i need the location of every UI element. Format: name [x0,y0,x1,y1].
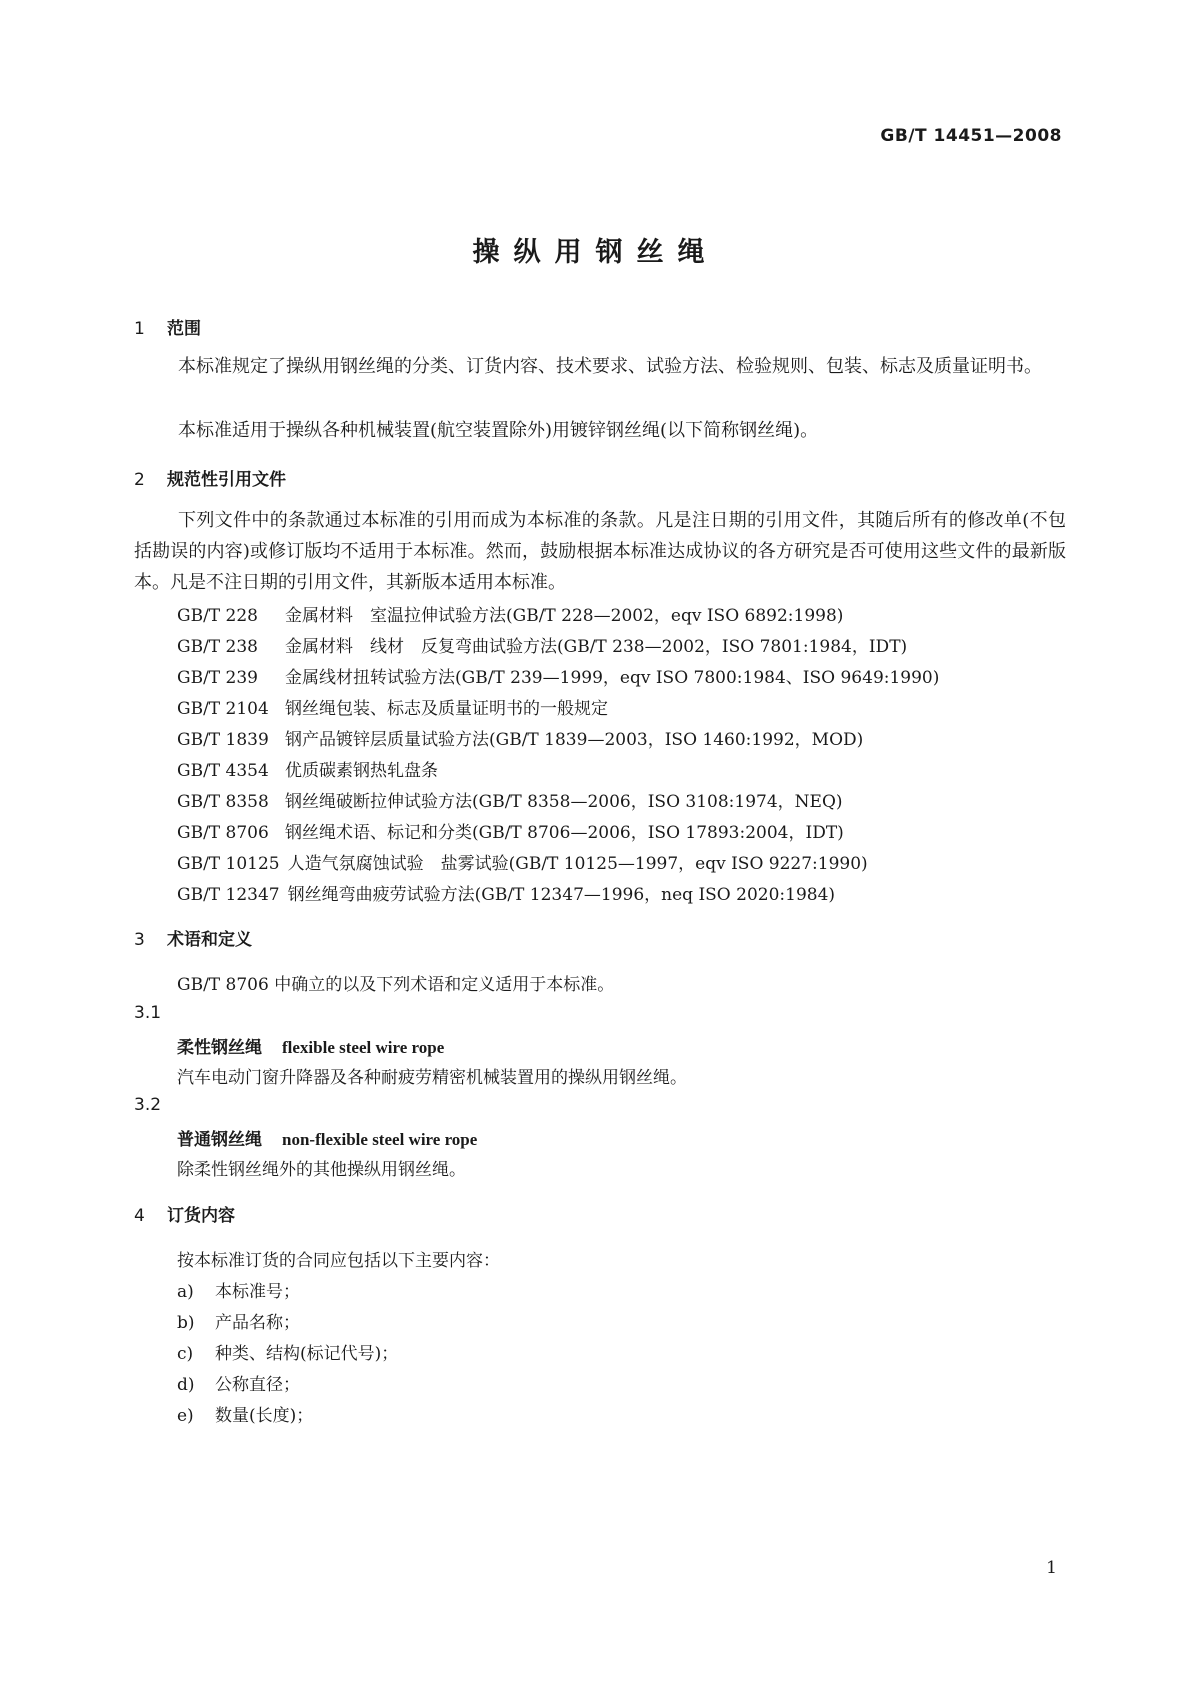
reference-item: GB/T 10125 人造气氛腐蚀试验 盐雾试验(GB/T 10125—1997，eqv ISO 9227:1990) [177,854,868,874]
term-title: 普通钢丝绳 non-flexible steel wire rope [177,1130,478,1150]
scope-paragraph-1: 本标准规定了操纵用钢丝绳的分类、订货内容、技术要求、试验方法、检验规则、包装、标志及质量证明书。 [178,356,1042,377]
term-number: 3.2 [134,1095,162,1115]
reference-item: GB/T 8358 钢丝绳破断拉伸试验方法(GB/T 8358—2006，ISO 3108:1974，NEQ) [177,792,843,812]
reference-item: GB/T 4354 优质碳素钢热轧盘条 [177,761,438,781]
document-title: 操纵用钢丝绳 [472,237,719,268]
reference-item: GB/T 8706 钢丝绳术语、标记和分类(GB/T 8706—2006，ISO 17893:2004，IDT) [177,823,844,843]
section-number: 2 [134,470,145,490]
section-4-heading [134,1201,235,1226]
scope-paragraph-2: 本标准适用于操纵各种机械装置(航空装置除外)用镀锌钢丝绳(以下简称钢丝绳)。 [178,420,819,441]
term-definition: 汽车电动门窗升降器及各种耐疲劳精密机械装置用的操纵用钢丝绳。 [177,1068,687,1088]
term-number: 3.1 [134,1003,162,1023]
reference-item: GB/T 2104 钢丝绳包装、标志及质量证明书的一般规定 [177,699,608,719]
page-number: 1 [1046,1558,1057,1578]
reference-item: GB/T 1839 钢产品镀锌层质量试验方法(GB/T 1839—2003，ISO 1460:1992，MOD) [177,730,864,750]
section-1-heading [134,314,201,339]
list-item: b) 产品名称； [177,1313,300,1333]
list-item: c) 种类、结构(标记代号)； [177,1344,399,1364]
reference-item: GB/T 12347 钢丝绳弯曲疲劳试验方法(GB/T 12347—1996，neq ISO 2020:1984) [177,885,836,905]
section-number: 3 [134,930,145,950]
section-number: 1 [134,319,145,339]
section-title: 订货内容 [167,1206,235,1226]
section-title: 规范性引用文件 [167,470,286,490]
section-2-heading [134,465,286,490]
references-intro: 下列文件中的条款通过本标准的引用而成为本标准的条款。凡是注日期的引用文件，其随后所有的修改单(不包括勘误的内容)或修订版均不适用于本标准。然而，鼓励根据本标准达成协议的各方研究是否可使用这些文件的最新版本。凡是不注日期的引用文件，其新版本适用本标准。 [134,510,1066,593]
list-item: d) 公称直径； [177,1375,300,1395]
section-3-heading [134,925,252,950]
terms-intro: GB/T 8706 中确立的以及下列术语和定义适用于本标准。 [177,975,615,995]
term-title: 柔性钢丝绳 flexible steel wire rope [177,1038,445,1058]
list-item: a) 本标准号； [177,1282,300,1302]
reference-item: GB/T 238 金属材料 线材 反复弯曲试验方法(GB/T 238—2002，ISO 7801:1984，IDT) [177,637,908,657]
section-title: 范围 [167,319,201,339]
section-title: 术语和定义 [167,930,252,950]
list-item: e) 数量(长度)； [177,1406,314,1426]
section-number: 4 [134,1206,145,1226]
reference-item: GB/T 239 金属线材扭转试验方法(GB/T 239—1999，eqv ISO 7800:1984、ISO 9649:1990) [177,668,940,688]
order-intro: 按本标准订货的合同应包括以下主要内容： [177,1251,500,1271]
term-definition: 除柔性钢丝绳外的其他操纵用钢丝绳。 [177,1160,466,1180]
standard-code: GB/T 14451—2008 [880,126,1062,146]
reference-item: GB/T 228 金属材料 室温拉伸试验方法(GB/T 228—2002，eqv ISO 6892:1998) [177,606,844,626]
